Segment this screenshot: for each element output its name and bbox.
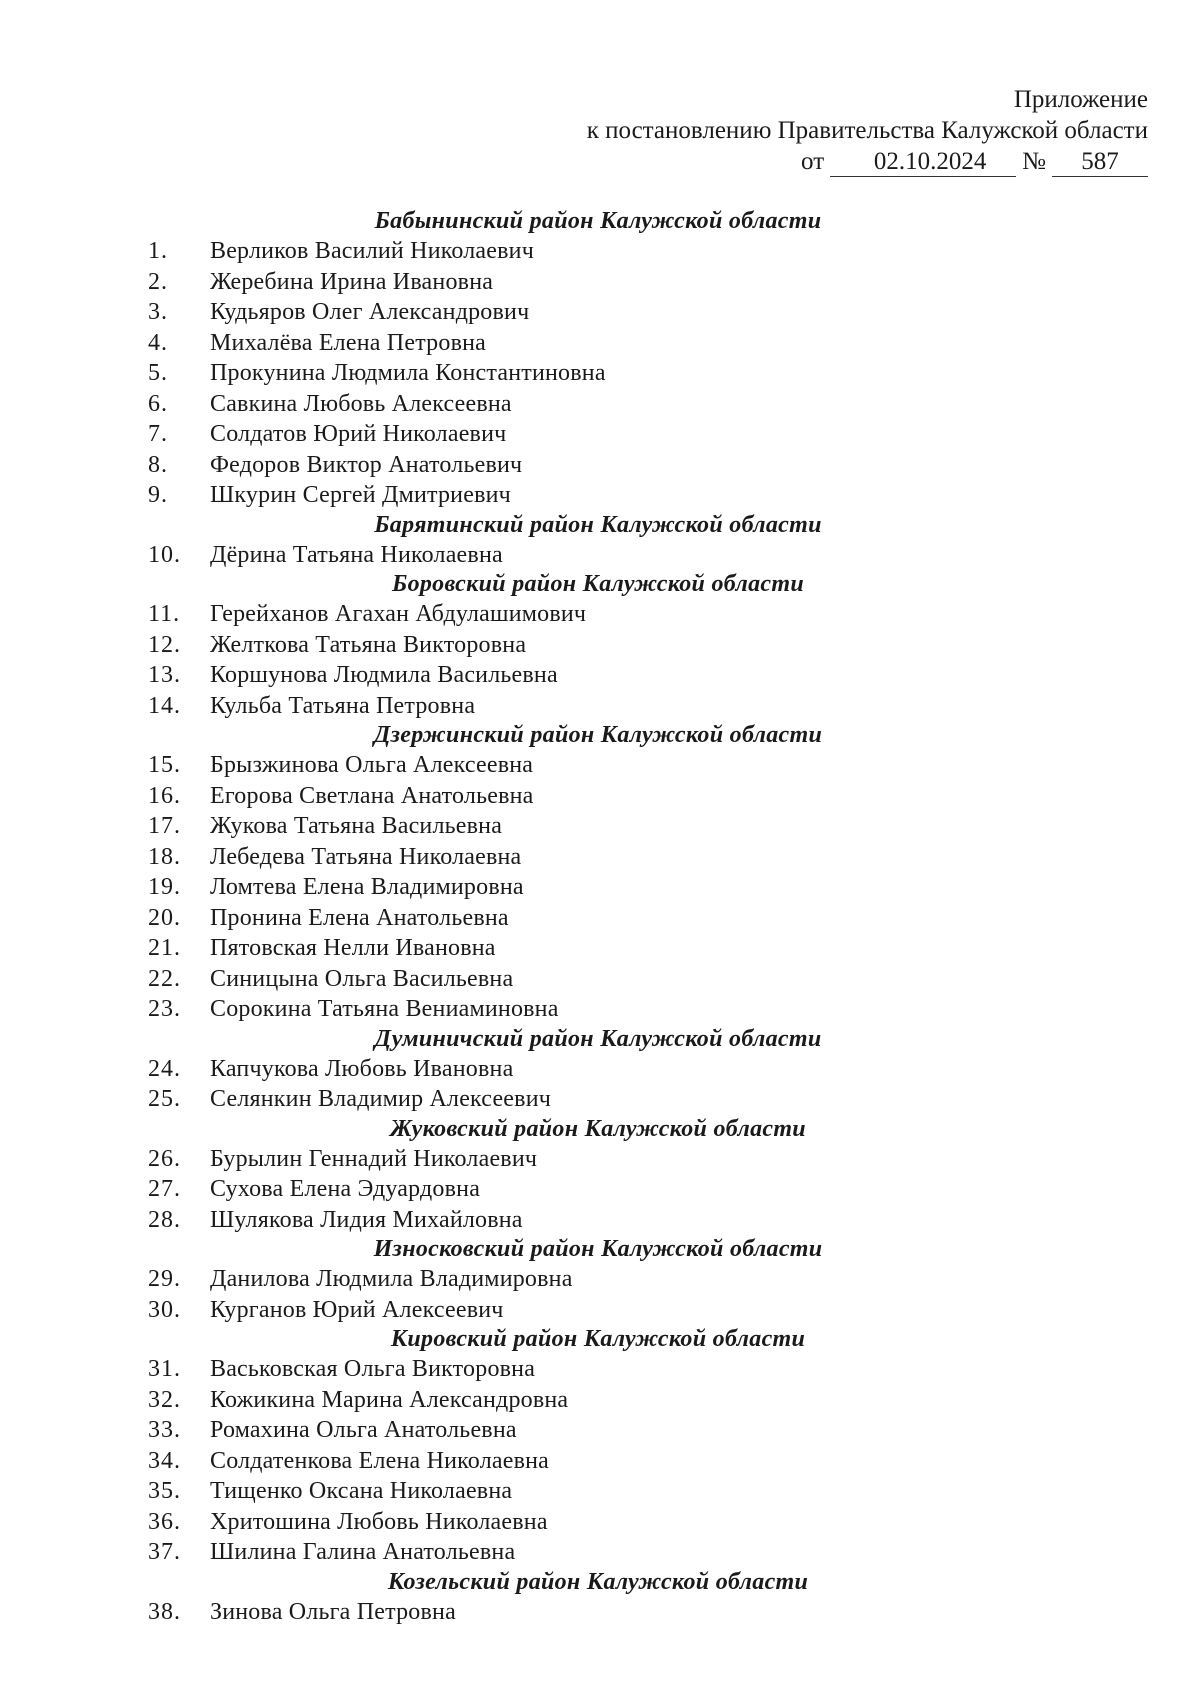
item-number: 17. [148,813,181,839]
item-number: 8. [148,451,168,478]
list-item [148,1507,1148,1538]
item-number: 32. [148,1386,181,1413]
item-number: 14. [148,692,181,719]
resolution-date: 02.10.2024 [830,149,1016,177]
person-name: Курганов Юрий Алексеевич [210,1296,504,1323]
number-label: № [1022,148,1046,175]
person-name: Пронина Елена Анатольевна [210,904,509,931]
item-number: 21. [148,935,181,961]
item-number: 16. [148,782,181,809]
list-item [148,1295,1148,1326]
district-heading: Козельский район Калужской области [387,1568,809,1595]
item-number: 12. [148,631,181,658]
district-heading: Износковский район Калужской области [373,1236,823,1262]
district-heading: Бабынинский район Калужской области [374,208,822,234]
person-name: Сухова Елена Эдуардовна [210,1176,481,1202]
list-item [148,1476,1148,1507]
person-name: Солдатов Юрий Николаевич [210,421,507,447]
list-item [148,1205,1148,1236]
person-name: Ромахина Ольга Анатольевна [210,1417,517,1443]
item-number: 23. [148,996,181,1022]
item-number: 19. [148,874,181,900]
from-label: от [801,148,825,175]
person-name: Кудьяров Олег Александрович [210,299,530,325]
person-name: Верликов Василий Николаевич [210,238,534,264]
item-number: 5. [148,360,168,386]
district-heading: Барятинский район Калужской области [374,511,822,538]
item-number: 28. [148,1206,181,1233]
person-name: Егорова Светлана Анатольевна [210,782,534,809]
appendix-subtitle: к постановлению Правительства Калужской области [586,117,1148,144]
list-item [148,599,1148,630]
list-item [148,297,1148,328]
list-item [148,480,1148,511]
item-number: 18. [148,843,181,870]
person-name: Шкурин Сергей Дмитриевич [210,482,511,508]
list-item [148,358,1148,389]
list-item [148,750,1148,781]
list-item [148,1354,1148,1385]
list-item [148,1446,1148,1477]
item-number: 13. [148,662,181,688]
item-number: 34. [148,1447,181,1474]
item-number: 3. [148,299,168,325]
person-name: Михалёва Елена Петровна [210,329,487,356]
resolution-number: 587 [1052,149,1148,177]
list-item [148,540,1148,571]
list-item [148,389,1148,420]
list-item [148,903,1148,934]
list-item [148,872,1148,903]
list-item [148,1264,1148,1295]
item-number: 36. [148,1508,181,1535]
person-name: Капчукова Любовь Ивановна [210,1055,514,1082]
person-name: Брызжинова Ольга Алексеевна [210,752,534,778]
person-name: Зинова Ольга Петровна [210,1598,456,1625]
item-number: 7. [148,421,168,447]
list-item [148,1385,1148,1416]
person-name: Ломтева Елена Владимировна [210,874,524,900]
person-name: Лебедева Татьяна Николаевна [210,843,522,870]
person-name: Солдатенкова Елена Николаевна [210,1447,549,1474]
item-number: 30. [148,1296,181,1323]
person-name: Кульба Татьяна Петровна [210,692,476,719]
person-name: Данилова Людмила Владимировна [210,1266,573,1292]
list-item [148,1415,1148,1446]
list-item [148,1144,1148,1175]
person-name: Федоров Виктор Анатольевич [210,451,523,478]
list-item [148,811,1148,842]
person-name: Васьковская Ольга Викторовна [210,1356,536,1382]
district-heading: Жуковский район Калужской области [390,1115,806,1142]
person-name: Жукова Татьяна Васильевна [210,813,503,839]
person-name: Герейханов Агахан Абдулашимович [210,601,587,627]
list-item [148,236,1148,267]
item-number: 11. [148,601,181,627]
list-item [148,267,1148,298]
district-heading: Думиничский район Калужской области [374,1025,822,1052]
list-item [148,691,1148,722]
item-number: 24. [148,1055,181,1082]
person-name: Пятовская Нелли Ивановна [210,935,496,961]
person-name: Синицына Ольга Васильевна [210,965,514,992]
item-number: 22. [148,965,181,992]
list-item [148,1054,1148,1085]
item-number: 6. [148,390,168,417]
item-number: 15. [148,752,181,778]
item-number: 1. [148,238,168,264]
appendix-header [587,84,1148,177]
item-number: 38. [148,1598,181,1625]
district-heading: Боровский район Калужской области [392,571,804,597]
person-name: Жеребина Ирина Ивановна [210,268,494,295]
list-item [148,842,1148,873]
person-name: Сорокина Татьяна Вениаминовна [210,996,559,1022]
list-item [148,419,1148,450]
list-item [148,1174,1148,1205]
item-number: 2. [148,268,168,295]
person-name: Коршунова Людмила Васильевна [210,662,558,688]
district-heading: Дзержинский район Калужской области [373,722,823,748]
item-number: 31. [148,1356,181,1382]
list-item [148,781,1148,812]
appendix-title: Приложение [1013,86,1148,113]
person-name: Савкина Любовь Алексеевна [210,390,512,417]
person-name: Тищенко Оксана Николаевна [210,1478,513,1504]
list-item [148,1537,1148,1568]
person-name: Шулякова Лидия Михайловна [210,1206,523,1233]
resolution-reference [587,146,1148,177]
list-item [148,933,1148,964]
list-item [148,660,1148,691]
person-name: Желткова Татьяна Викторовна [210,631,527,658]
person-name: Селянкин Владимир Алексеевич [210,1086,552,1112]
person-name: Хритошина Любовь Николаевна [210,1508,548,1535]
list-item [148,964,1148,995]
person-name: Шилина Галина Анатольевна [210,1539,516,1565]
person-name: Кожикина Марина Александровна [210,1386,569,1413]
district-heading: Кировский район Калужской области [390,1326,806,1352]
list-item [148,1597,1148,1628]
people-list [148,207,1148,1627]
item-number: 10. [148,541,181,568]
list-item [148,328,1148,359]
item-number: 35. [148,1478,181,1504]
list-item [148,450,1148,481]
item-number: 29. [148,1266,181,1292]
item-number: 4. [148,329,168,356]
item-number: 26. [148,1145,181,1172]
item-number: 27. [148,1176,181,1202]
item-number: 25. [148,1086,181,1112]
item-number: 9. [148,482,168,508]
person-name: Дёрина Татьяна Николаевна [210,541,503,568]
item-number: 33. [148,1417,181,1443]
list-item [148,1084,1148,1115]
item-number: 20. [148,904,181,931]
list-item [148,994,1148,1025]
person-name: Бурылин Геннадий Николаевич [210,1145,538,1172]
list-item [148,630,1148,661]
item-number: 37. [148,1539,181,1565]
person-name: Прокунина Людмила Константиновна [210,360,606,386]
